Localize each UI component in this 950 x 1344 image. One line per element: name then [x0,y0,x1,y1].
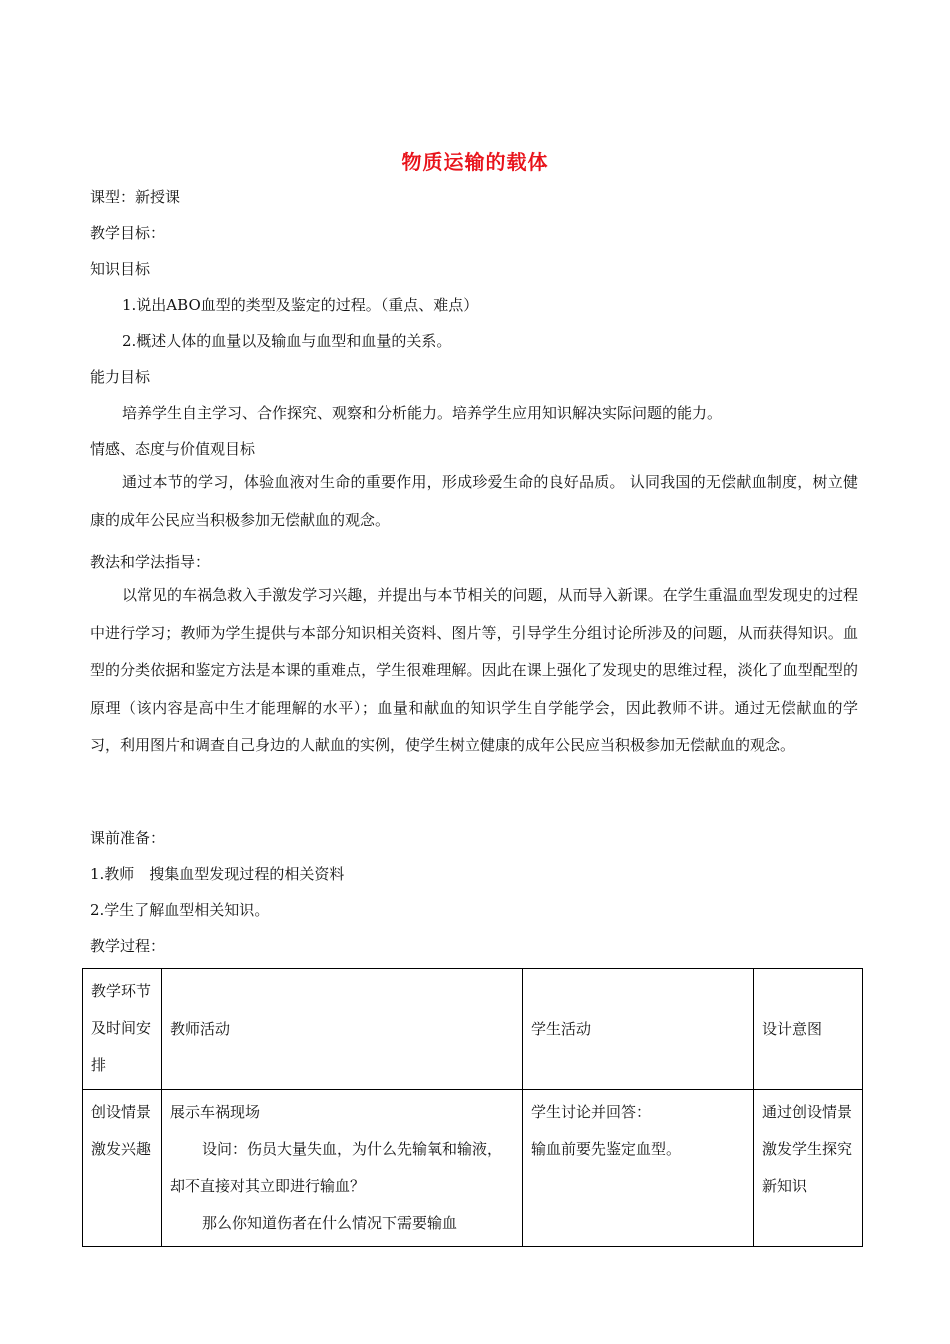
process-table [82,968,863,1247]
header-stage: 教学环节及时间安排 [83,969,162,1090]
header-teacher: 教师活动 [162,969,523,1090]
ability-heading: 能力目标 [90,368,151,386]
stage-cell: 创设情景激发兴趣 [83,1090,162,1247]
teacher-question-2: 那么你知道伤者在什么情况下需要输血 [202,1214,458,1232]
knowledge-item: 1.说出ABO血型的类型及鉴定的过程。（重点、难点） [122,296,479,314]
header-student: 学生活动 [523,969,754,1090]
method-text: 以常见的车祸急救入手激发学习兴趣，并提出与本节相关的问题，从而导入新课。在学生重温血型发现史的过程中进行学习；教师为学生提供与本部分知识相关资料、图片等，引导学生分组讨论所涉及的问题，从而获得知识。血型的分类依据和鉴定方法是本课的重难点，学生很难理解。因此在课上强化了发现史的思维过程，淡化了血型配型的原理（该内容是高中生才能理解的水平）；血量和献血的知识学生自学能学会，因此教师不讲。通过无偿献血的学习，利用图片和调查自己身边的人献血的实例，使学生树立健康的成年公民应当积极参加无偿献血的观念。 [90,586,858,754]
table-header-row [83,969,863,1090]
prep-item: 1.教师 搜集血型发现过程的相关资料 [90,865,345,883]
student-activity-1: 学生讨论并回答： [531,1103,652,1121]
header-intent: 设计意图 [754,969,863,1090]
teacher-question-1: 设问：伤员大量失血，为什么先输氧和输液，却不直接对其立即进行输血？ [170,1140,503,1195]
emotion-text: 通过本节的学习，体验血液对生命的重要作用，形成珍爱生命的良好品质。 认同我国的无偿献血制度，树立健康的成年公民应当积极参加无偿献血的观念。 [90,473,858,529]
prep-item: 2.学生了解血型相关知识。 [90,901,270,919]
document-title: 物质运输的载体 [401,150,549,174]
process-heading: 教学过程： [90,937,166,955]
knowledge-item: 2.概述人体的血量以及输血与血型和血量的关系。 [122,332,452,350]
table-row [83,1090,863,1247]
student-cell [523,1090,754,1247]
method-heading: 教法和学法指导： [90,553,211,571]
prep-heading: 课前准备： [90,829,166,847]
teacher-activity-title: 展示车祸现场 [170,1103,261,1121]
emotion-heading: 情感、态度与价值观目标 [90,440,256,458]
teacher-cell [162,1090,523,1247]
ability-text: 培养学生自主学习、合作探究、观察和分析能力。培养学生应用知识解决实际问题的能力。 [122,404,723,422]
student-activity-2: 输血前要先鉴定血型。 [531,1140,682,1158]
intent-cell: 通过创设情景激发学生探究新知识 [754,1090,863,1247]
knowledge-heading: 知识目标 [90,260,151,278]
course-type: 课型：新授课 [90,188,181,206]
goals-heading: 教学目标： [90,224,166,242]
